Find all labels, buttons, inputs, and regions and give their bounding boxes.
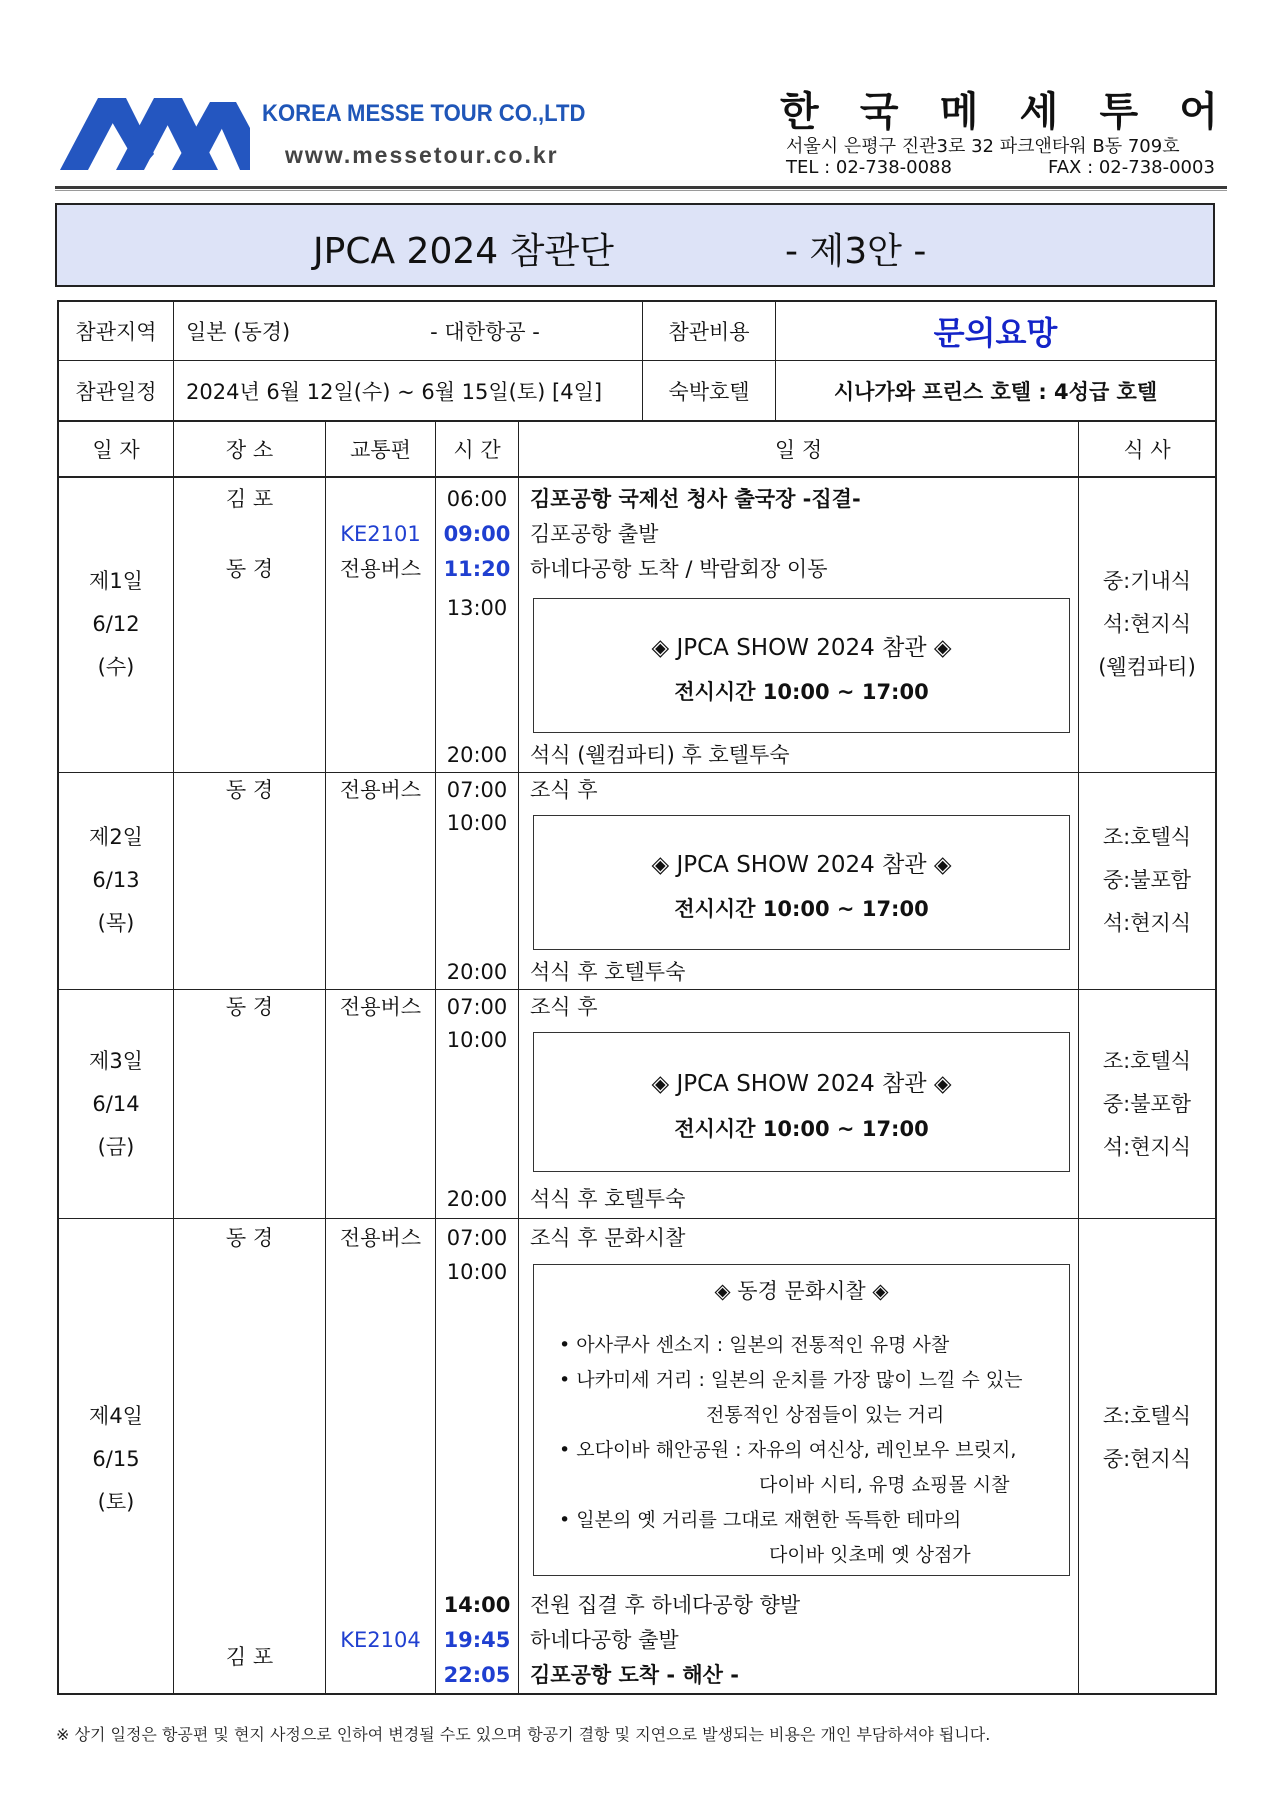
exhibition-title: ◈ JPCA SHOW 2024 참관 ◈	[651, 852, 952, 878]
dates-value: 2024년 6월 12일(수) ~ 6월 15일(토) [4일]	[186, 379, 603, 404]
event: 김포공항 도착 - 해산 -	[530, 1663, 739, 1687]
title-box	[55, 203, 1215, 287]
event: 김포공항 출발	[530, 522, 659, 546]
company-website[interactable]: www.messetour.co.kr	[285, 142, 559, 168]
col-header-time: 시 간	[453, 438, 501, 462]
company-address: 서울시 은평구 진관3로 32 파크앤타워 B동 709호	[786, 136, 1180, 157]
hotel-label: 숙박호텔	[668, 379, 750, 404]
day-date: 6/15	[92, 1447, 140, 1471]
transport: 전용버스	[339, 1226, 422, 1250]
header-divider	[55, 186, 1227, 189]
transport: 전용버스	[339, 778, 422, 802]
time: 14:00	[443, 1593, 511, 1617]
meal: 석:현지식	[1102, 612, 1192, 636]
time: 19:45	[443, 1628, 511, 1652]
col-header-schedule: 일 정	[774, 438, 823, 462]
meal: 조:호텔식	[1102, 825, 1192, 849]
col-header-day: 일 자	[92, 438, 140, 462]
transport: 전용버스	[339, 557, 422, 581]
region-label: 참관지역	[75, 320, 157, 344]
company-name-ko	[780, 80, 1218, 137]
culture-tour-item: 다이바 시티, 유명 쇼핑몰 시찰	[759, 1474, 1010, 1496]
time: 11:20	[443, 557, 511, 581]
exhibition-hours: 전시시간 10:00 ~ 17:00	[674, 680, 929, 704]
dates-label: 참관일정	[75, 379, 157, 404]
col-header-place: 장 소	[225, 438, 274, 462]
culture-tour-title: ◈ 동경 문화시찰 ◈	[714, 1279, 889, 1303]
day-number: 제2일	[89, 825, 143, 849]
time: 07:00	[446, 995, 508, 1019]
company-fax: FAX : 02-738-0003	[1048, 157, 1215, 178]
exhibition-panel	[533, 598, 1070, 733]
meal: 중:현지식	[1102, 1447, 1192, 1471]
event: 하네다공항 도착 / 박람회장 이동	[530, 557, 828, 581]
company-name-char: 국	[859, 89, 899, 135]
table-rule	[57, 1218, 1217, 1219]
hotel-value: 시나가와 프린스 호텔 : 4성급 호텔	[833, 379, 1158, 404]
meal: 석:현지식	[1102, 911, 1192, 935]
culture-tour-panel	[533, 1264, 1070, 1576]
flight-number: KE2101	[340, 522, 421, 546]
event: 전원 집결 후 하네다공항 향발	[530, 1593, 801, 1617]
cost-label: 참관비용	[668, 320, 750, 344]
culture-tour-item: 전통적인 상점들이 있는 거리	[706, 1404, 945, 1426]
exhibition-hours: 전시시간 10:00 ~ 17:00	[674, 1117, 929, 1141]
header-divider-thin	[55, 190, 1227, 191]
table-rule	[57, 772, 1217, 773]
page-title: JPCA 2024 참관단	[313, 231, 614, 272]
meal: 중:불포함	[1102, 1092, 1192, 1116]
company-name-char: 한	[780, 89, 819, 135]
time: 20:00	[446, 960, 508, 984]
table-rule	[518, 421, 519, 1695]
exhibition-title: ◈ JPCA SHOW 2024 참관 ◈	[651, 1071, 952, 1097]
airline-value: - 대한항공 -	[430, 320, 540, 344]
col-header-transport: 교통편	[350, 438, 411, 462]
col-header-meal: 식 사	[1123, 438, 1171, 462]
day-weekday: (목)	[97, 911, 135, 935]
day-number: 제3일	[89, 1049, 143, 1073]
culture-tour-item: • 나카미세 거리 : 일본의 운치를 가장 많이 느낄 수 있는	[559, 1369, 1023, 1391]
day-number: 제1일	[89, 569, 143, 593]
time: 10:00	[446, 811, 508, 835]
company-name-char: 투	[1099, 89, 1139, 135]
time: 22:05	[443, 1663, 511, 1687]
company-tel: TEL : 02-738-0088	[786, 157, 952, 178]
meal: 조:호텔식	[1102, 1049, 1192, 1073]
exhibition-panel	[533, 815, 1070, 950]
flight-number: KE2104	[340, 1628, 421, 1652]
meal: 중:기내식	[1102, 569, 1192, 593]
exhibition-title: ◈ JPCA SHOW 2024 참관 ◈	[651, 635, 952, 661]
event: 석식 (웰컴파티) 후 호텔투숙	[530, 743, 790, 767]
day-date: 6/12	[92, 612, 140, 636]
event: 김포공항 국제선 청사 출국장 -집결-	[530, 487, 861, 511]
time: 13:00	[446, 596, 508, 620]
event: 석식 후 호텔투숙	[530, 960, 686, 984]
company-name-char: 메	[939, 89, 979, 135]
table-border-left	[57, 300, 59, 1695]
place: 동 경	[225, 557, 274, 581]
time: 20:00	[446, 1187, 508, 1211]
day-weekday: (수)	[97, 655, 135, 679]
time: 06:00	[446, 487, 508, 511]
time: 07:00	[446, 778, 508, 802]
plan-label: - 제3안 -	[785, 231, 927, 272]
event: 조식 후 문화시찰	[530, 1226, 686, 1250]
table-border-bottom	[57, 1693, 1217, 1695]
place: 동 경	[225, 1226, 274, 1250]
event: 조식 후	[530, 778, 598, 802]
meal: 석:현지식	[1102, 1135, 1192, 1159]
place: 동 경	[225, 995, 274, 1019]
transport: 전용버스	[339, 995, 422, 1019]
table-rule	[57, 989, 1217, 990]
meal: 중:불포함	[1102, 868, 1192, 892]
time: 20:00	[446, 743, 508, 767]
culture-tour-item: • 아사쿠사 센소지 : 일본의 전통적인 유명 사찰	[559, 1334, 950, 1356]
event: 조식 후	[530, 995, 598, 1019]
company-name-char: 세	[1019, 89, 1059, 135]
place: 동 경	[225, 778, 274, 802]
company-name-char: 어	[1179, 89, 1218, 135]
footnote: ※ 상기 일정은 항공편 및 현지 사정으로 인하여 변경될 수도 있으며 항공기 결항 및 지연으로 발생되는 비용은 개인 부담하셔야 됩니다.	[56, 1725, 991, 1744]
table-border-right	[1215, 300, 1217, 1695]
culture-tour-item: 다이바 잇초메 옛 상점가	[769, 1544, 971, 1566]
time: 10:00	[446, 1028, 508, 1052]
culture-tour-item: • 오다이바 해안공원 : 자유의 여신상, 레인보우 브릿지,	[559, 1439, 1017, 1461]
day-number: 제4일	[89, 1404, 143, 1428]
table-rule	[325, 421, 326, 1695]
meal: 조:호텔식	[1102, 1404, 1192, 1428]
event: 석식 후 호텔투숙	[530, 1187, 686, 1211]
time: 10:00	[446, 1260, 508, 1284]
company-name-en: KOREA MESSE TOUR CO.,LTD	[262, 100, 586, 127]
day-date: 6/14	[92, 1092, 140, 1116]
region-value: 일본 (동경)	[186, 320, 291, 344]
exhibition-hours: 전시시간 10:00 ~ 17:00	[674, 897, 929, 921]
event: 하네다공항 출발	[530, 1628, 679, 1652]
place: 김 포	[225, 1645, 274, 1669]
culture-tour-item: • 일본의 옛 거리를 그대로 재현한 독특한 테마의	[559, 1509, 962, 1531]
day-weekday: (금)	[97, 1135, 135, 1159]
company-logo	[60, 98, 250, 174]
meal: (웰컴파티)	[1098, 655, 1196, 679]
day-weekday: (토)	[97, 1490, 135, 1514]
table-rule	[57, 476, 1217, 478]
cost-value: 문의요망	[933, 314, 1058, 352]
exhibition-panel	[533, 1032, 1070, 1172]
day-date: 6/13	[92, 868, 140, 892]
place: 김 포	[225, 487, 274, 511]
time: 09:00	[443, 522, 511, 546]
time: 07:00	[446, 1226, 508, 1250]
